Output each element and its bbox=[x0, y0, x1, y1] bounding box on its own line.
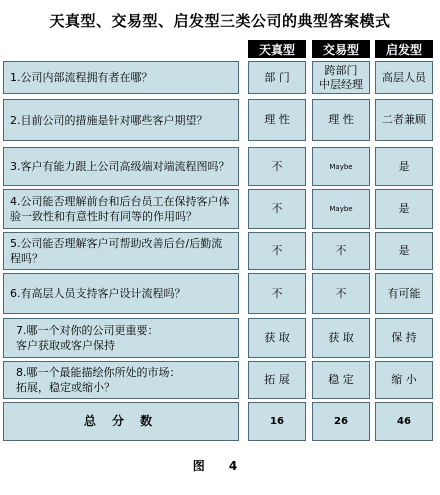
table-row bbox=[0, 361, 440, 399]
answer-cell-inspirational: 是 bbox=[375, 147, 433, 186]
answer-cell-naive: 拓 展 bbox=[248, 361, 306, 399]
question-cell: 4.公司能否理解前台和后台员工在保持客户体验一致性和有意性时有同等的作用吗？ bbox=[3, 189, 239, 229]
answer-cell-transactional: 理 性 bbox=[312, 99, 370, 141]
total-transactional: 26 bbox=[312, 402, 370, 441]
answer-cell-naive: 不 bbox=[248, 189, 306, 229]
answer-cell-inspirational: 二者兼顾 bbox=[375, 99, 433, 141]
answer-cell-naive: 不 bbox=[248, 273, 306, 314]
answer-cell-naive: 获 取 bbox=[248, 318, 306, 358]
question-cell: 7.哪一个对你的公司更重要： 客户获取或客户保持 bbox=[3, 318, 239, 358]
total-label: 总 分 数 bbox=[3, 402, 239, 441]
question-cell: 3.客户有能力跟上公司高级端对端流程图吗？ bbox=[3, 147, 239, 186]
answer-cell-transactional: 获 取 bbox=[312, 318, 370, 358]
answer-cell-naive: 不 bbox=[248, 232, 306, 270]
table-row bbox=[0, 273, 440, 314]
question-cell: 6.有高层人员支持客户设计流程吗？ bbox=[3, 273, 239, 314]
answer-cell-naive: 不 bbox=[248, 147, 306, 186]
answer-cell-naive: 部 门 bbox=[248, 61, 306, 94]
answer-cell-transactional: 稳 定 bbox=[312, 361, 370, 399]
question-cell: 5.公司能否理解客户可帮助改善后台/后勤流程吗？ bbox=[3, 232, 239, 270]
total-naive: 16 bbox=[248, 402, 306, 441]
question-cell: 2.目前公司的措施是针对哪些客户期望？ bbox=[3, 99, 239, 141]
table-row bbox=[0, 147, 440, 186]
answer-cell-inspirational: 保 持 bbox=[375, 318, 433, 358]
question-cell: 1.公司内部流程拥有者在哪？ bbox=[3, 61, 239, 94]
table-row bbox=[0, 232, 440, 270]
question-cell: 8.哪一个最能描绘你所处的市场： 拓展，稳定或缩小？ bbox=[3, 361, 239, 399]
column-header-transactional: 交易型 bbox=[312, 40, 370, 58]
answer-cell-inspirational: 缩 小 bbox=[375, 361, 433, 399]
answer-cell-transactional: Maybe bbox=[312, 147, 370, 186]
table-title: 天真型、交易型、启发型三类公司的典型答案模式 bbox=[49, 12, 391, 30]
column-header-inspirational: 启发型 bbox=[375, 40, 433, 58]
answer-cell-inspirational: 高层人员 bbox=[375, 61, 433, 94]
table-row bbox=[0, 99, 440, 141]
table-row bbox=[0, 61, 440, 94]
answer-cell-inspirational: 是 bbox=[375, 189, 433, 229]
total-inspirational: 46 bbox=[375, 402, 433, 441]
figure-caption: 图 4 bbox=[192, 459, 248, 473]
table-row bbox=[0, 189, 440, 229]
answer-cell-transactional: 跨部门 中层经理 bbox=[312, 61, 370, 94]
table-row bbox=[0, 318, 440, 358]
answer-cell-transactional: 不 bbox=[312, 273, 370, 314]
answer-cell-naive: 理 性 bbox=[248, 99, 306, 141]
answer-cell-transactional: 不 bbox=[312, 232, 370, 270]
answer-cell-inspirational: 是 bbox=[375, 232, 433, 270]
total-row bbox=[0, 402, 440, 441]
answer-cell-inspirational: 有可能 bbox=[375, 273, 433, 314]
column-header-naive: 天真型 bbox=[248, 40, 306, 58]
answer-cell-transactional: Maybe bbox=[312, 189, 370, 229]
